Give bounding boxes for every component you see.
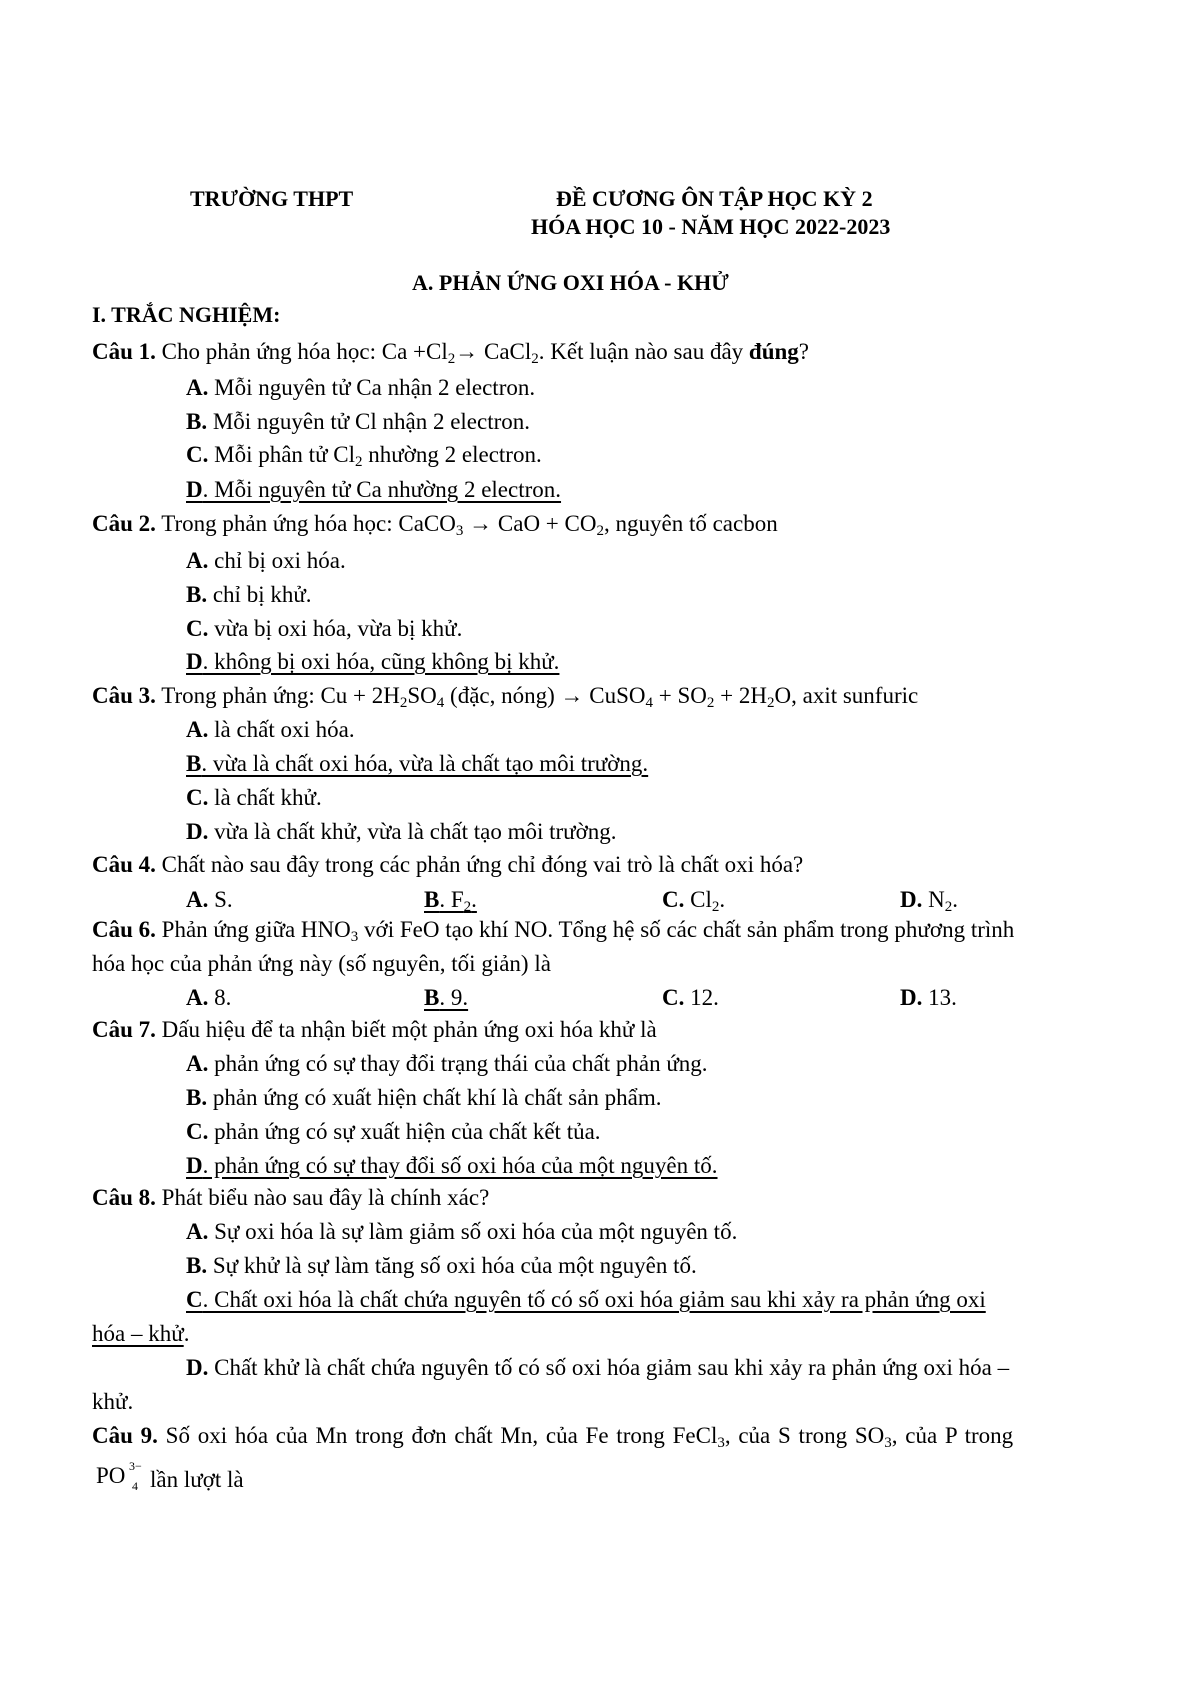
- option-a: A. chỉ bị oxi hóa.: [186, 548, 346, 573]
- option-b: B. Sự khử là sự làm tăng số oxi hóa của một nguyên tố.: [186, 1253, 697, 1278]
- option-d: D. Chất khử là chất chứa nguyên tố có số oxi hóa giảm sau khi xảy ra phản ứng oxi hóa –: [186, 1355, 1010, 1380]
- option-b-correct: B. vừa là chất oxi hóa, vừa là chất tạo môi trường.: [186, 751, 649, 776]
- question-2: Câu 2. Trong phản ứng hóa học: CaCO$_3$ → CaO + $CO_2$, nguyên tố cacbon: [92, 511, 778, 539]
- option-d-correct: D. phản ứng có sự thay đổi số oxi hóa của một nguyên tố.: [186, 1153, 718, 1178]
- option-a: A. phản ứng có sự thay đổi trạng thái của chất phản ứng.: [186, 1051, 708, 1076]
- question-6: Câu 6. Phản ứng giữa $HNO_3$ với FeO tạo khí NO. Tổng hệ số các chất sản phẩm trong phương trình: [92, 917, 1015, 945]
- option-c: C. vừa bị oxi hóa, vừa bị khử.: [186, 616, 463, 641]
- part-heading: I. TRẮC NGHIỆM:: [92, 302, 281, 327]
- option-c-correct-line2: hóa – khử.: [92, 1321, 190, 1346]
- option-b-correct: B. $F_2$.: [424, 887, 477, 915]
- question-8: Câu 8. Phát biểu nào sau đây là chính xác?: [92, 1185, 490, 1210]
- option-d: D. $N_2$.: [900, 887, 958, 915]
- option-c-correct: C. Chất oxi hóa là chất chứa nguyên tố có số oxi hóa giảm sau khi xảy ra phản ứng oxi: [186, 1287, 986, 1312]
- section-heading: A. PHẢN ỨNG OXI HÓA - KHỬ: [412, 270, 729, 295]
- option-b-correct: B. 9.: [424, 985, 469, 1010]
- option-c: C. $Cl_2$.: [662, 887, 726, 915]
- option-a: A. là chất oxi hóa.: [186, 717, 355, 742]
- question-3: Câu 3. Trong phản ứng: $Cu + 2H_2SO_4$ (đặc, nóng) → CuSO$_4$ + $SO_2 + 2H_2O$, axit sunfuric: [92, 683, 919, 711]
- question-6-line2: hóa học của phản ứng này (số nguyên, tối giản) là: [92, 951, 551, 976]
- option-c: C. 12.: [662, 985, 719, 1010]
- option-d: D. 13.: [900, 985, 957, 1010]
- option-c: C. là chất khử.: [186, 785, 322, 810]
- option-a: A. Mỗi nguyên tử Ca nhận 2 electron.: [186, 375, 536, 400]
- option-c: C. Mỗi phân tử $Cl_2$ nhường 2 electron.: [186, 442, 542, 470]
- option-d: D. vừa là chất khử, vừa là chất tạo môi trường.: [186, 819, 617, 844]
- option-d-line2: khử.: [92, 1389, 134, 1414]
- question-9: Câu 9. Số oxi hóa của Mn trong đơn chất Mn, của Fe trong FeCl$_3$, của S trong $SO_3$, của P trong: [92, 1423, 1014, 1451]
- option-b: B. chỉ bị khử.: [186, 582, 312, 607]
- phosphate-ion: PO 3− 4: [96, 1459, 142, 1493]
- option-b: B. Mỗi nguyên tử Cl nhận 2 electron.: [186, 409, 531, 434]
- option-b: B. phản ứng có xuất hiện chất khí là chất sản phẩm.: [186, 1085, 662, 1110]
- document-title: ĐỀ CƯƠNG ÔN TẬP HỌC KỲ 2: [556, 186, 873, 211]
- option-a: A. Sự oxi hóa là sự làm giảm số oxi hóa của một nguyên tố.: [186, 1219, 738, 1244]
- option-d-correct: D. không bị oxi hóa, cũng không bị khử.: [186, 649, 560, 674]
- question-9-line2: lần lượt là: [150, 1467, 244, 1492]
- option-c: C. phản ứng có sự xuất hiện của chất kết tủa.: [186, 1119, 601, 1144]
- question-4: Câu 4. Chất nào sau đây trong các phản ứng chỉ đóng vai trò là chất oxi hóa?: [92, 852, 804, 877]
- document-subtitle: HÓA HỌC 10 - NĂM HỌC 2022-2023: [531, 214, 891, 239]
- option-a: A. 8.: [186, 985, 232, 1010]
- question-7: Câu 7. Dấu hiệu để ta nhận biết một phản ứng oxi hóa khử là: [92, 1017, 657, 1042]
- option-d-correct: D. Mỗi nguyên tử Ca nhường 2 electron.: [186, 477, 562, 502]
- school-name: TRƯỜNG THPT: [190, 186, 354, 211]
- question-1: Câu 1. Cho phản ứng hóa học: $Ca +Cl_2\to$ CaCl$_2$. Kết luận nào sau đây đúng?: [92, 339, 809, 367]
- option-a: A. S.: [186, 887, 233, 912]
